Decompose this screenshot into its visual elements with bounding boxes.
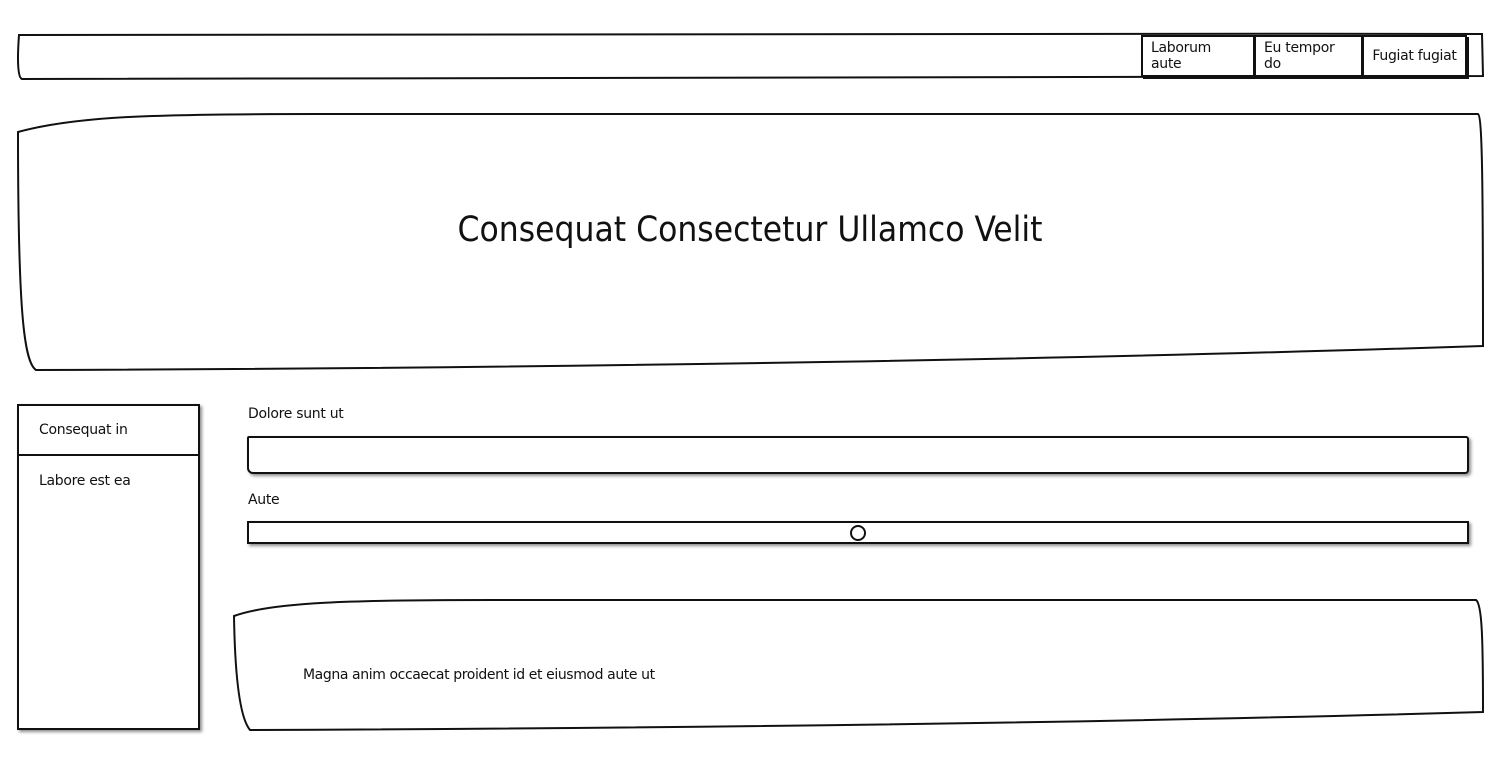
- nav-button-fugiat-fugiat[interactable]: Fugiat fugiat: [1363, 35, 1467, 77]
- page-title: Consequat Consectetur Ullamco Velit: [457, 210, 1043, 250]
- hero-banner: [16, 112, 1484, 372]
- sidebar-menu: [17, 404, 200, 730]
- nav-button-group: [1141, 35, 1467, 77]
- field-label: Dolore sunt ut: [248, 406, 344, 422]
- sidebar-item-labore-est-ea[interactable]: Labore est ea: [39, 473, 131, 489]
- nav-button-eu-tempor-do[interactable]: Eu tempor do: [1255, 35, 1363, 77]
- panel-outline: [232, 598, 1484, 732]
- slider-label: Aute: [248, 492, 280, 508]
- top-nav-bar: [16, 32, 1484, 80]
- sidebar-item-consequat-in[interactable]: Consequat in: [19, 406, 198, 456]
- text-panel: [232, 598, 1484, 732]
- text-field[interactable]: [247, 436, 1469, 474]
- slider-thumb[interactable]: [850, 525, 866, 541]
- slider-track[interactable]: [247, 521, 1469, 544]
- panel-text: Magna anim occaecat proident id et eiusmod aute ut: [303, 667, 655, 683]
- nav-button-laborum-aute[interactable]: Laborum aute: [1141, 35, 1255, 77]
